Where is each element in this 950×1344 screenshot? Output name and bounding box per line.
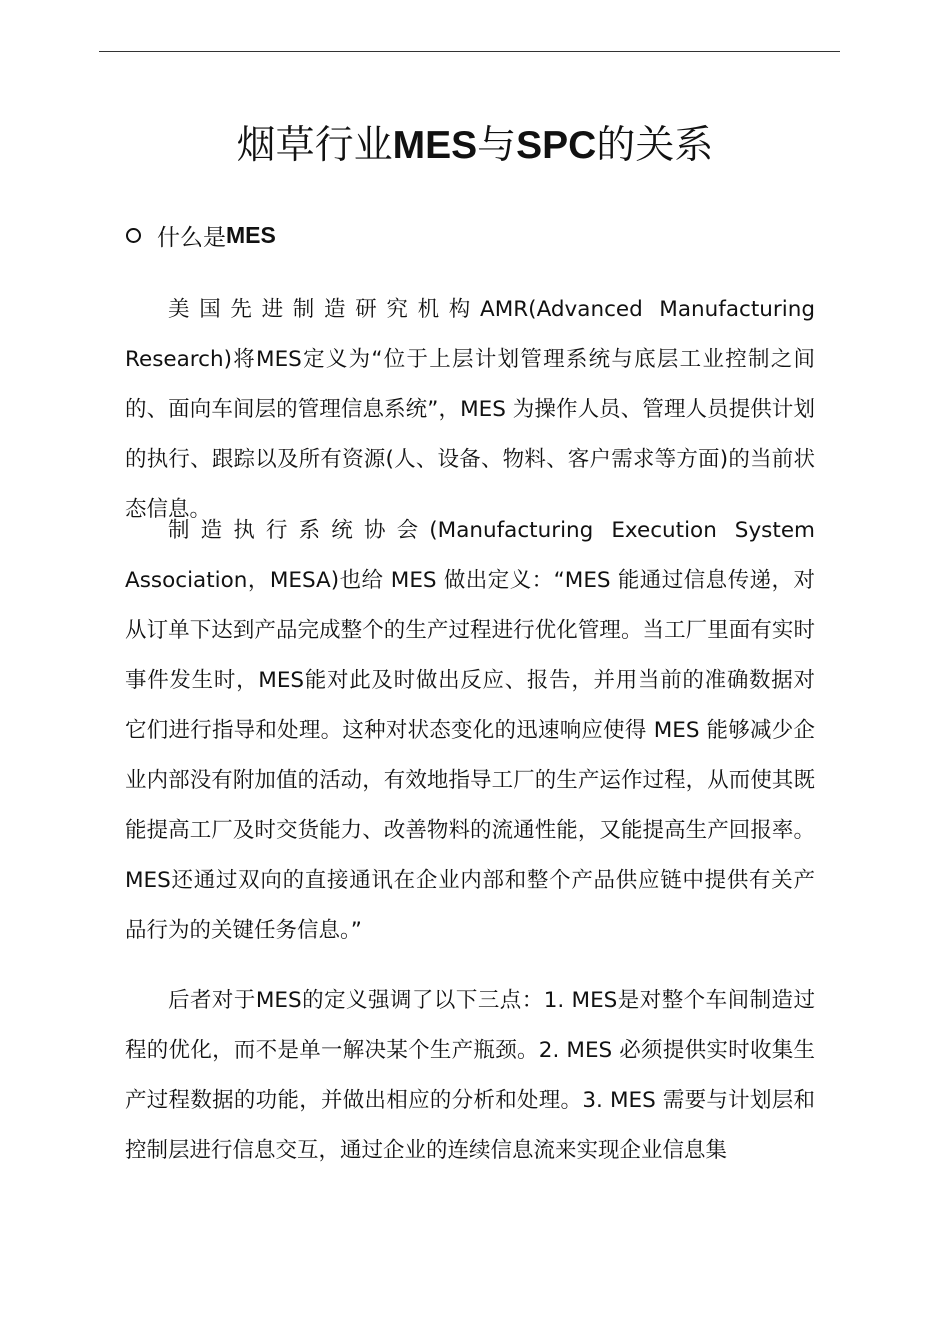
section-heading <box>126 216 276 254</box>
title-suffix: 的关系 <box>596 123 714 168</box>
header-rule <box>99 51 840 52</box>
page-title <box>0 118 950 174</box>
title-spc: SPC <box>516 124 597 167</box>
paragraph-three-points: 后者对于MES的定义强调了以下三点：1. MES是对整个车间制造过程的优化，而不是单一解决某个生产瓶颈。2. MES 必须提供实时收集生产过程数据的功能，并做出相应的分析和处理。3. MES 需要与计划层和控制层进行信息交互，通过企业的连续信息流来实现企业信息集 <box>125 988 815 1163</box>
section-heading-bold: MES <box>226 221 276 248</box>
paragraph-amr-definition: 美国先进制造研究机构AMR(Advanced Manufacturing Research)将MES定义为“位于上层计划管理系统与底层工业控制之间的、面向车间层的管理信息系统”，MES 为操作人员、管理人员提供计划的执行、跟踪以及所有资源(人、设备、物料、客户需求等方面)的当前状态信息。 <box>125 297 815 522</box>
section-heading-label: 什么是 <box>157 224 226 251</box>
circle-bullet-icon <box>126 228 141 243</box>
title-prefix: 烟草行业 <box>236 123 393 168</box>
title-mid: 与 <box>477 123 517 168</box>
paragraph-mesa-definition: 制造执行系统协会(Manufacturing Execution System Association，MESA)也给 MES 做出定义：“MES 能通过信息传递，对从订单下达到产品完成整个的生产过程进行优化管理。当工厂里面有实时事件发生时，MES能对此及时做出反应、报告，并用当前的准确数据对它们进行指导和处理。这种对状态变化的迅速响应使得 MES 能够减少企业内部没有附加值的活动，有效地指导工厂的生产运作过程，从而使其既能提高工厂及时交货能力、改善物料的流通性能，又能提高生产回报率。MES还通过双向的直接通讯在企业内部和整个产品供应链中提供有关产品行为的关键任务信息。” <box>125 518 815 943</box>
title-mes: MES <box>392 124 478 167</box>
